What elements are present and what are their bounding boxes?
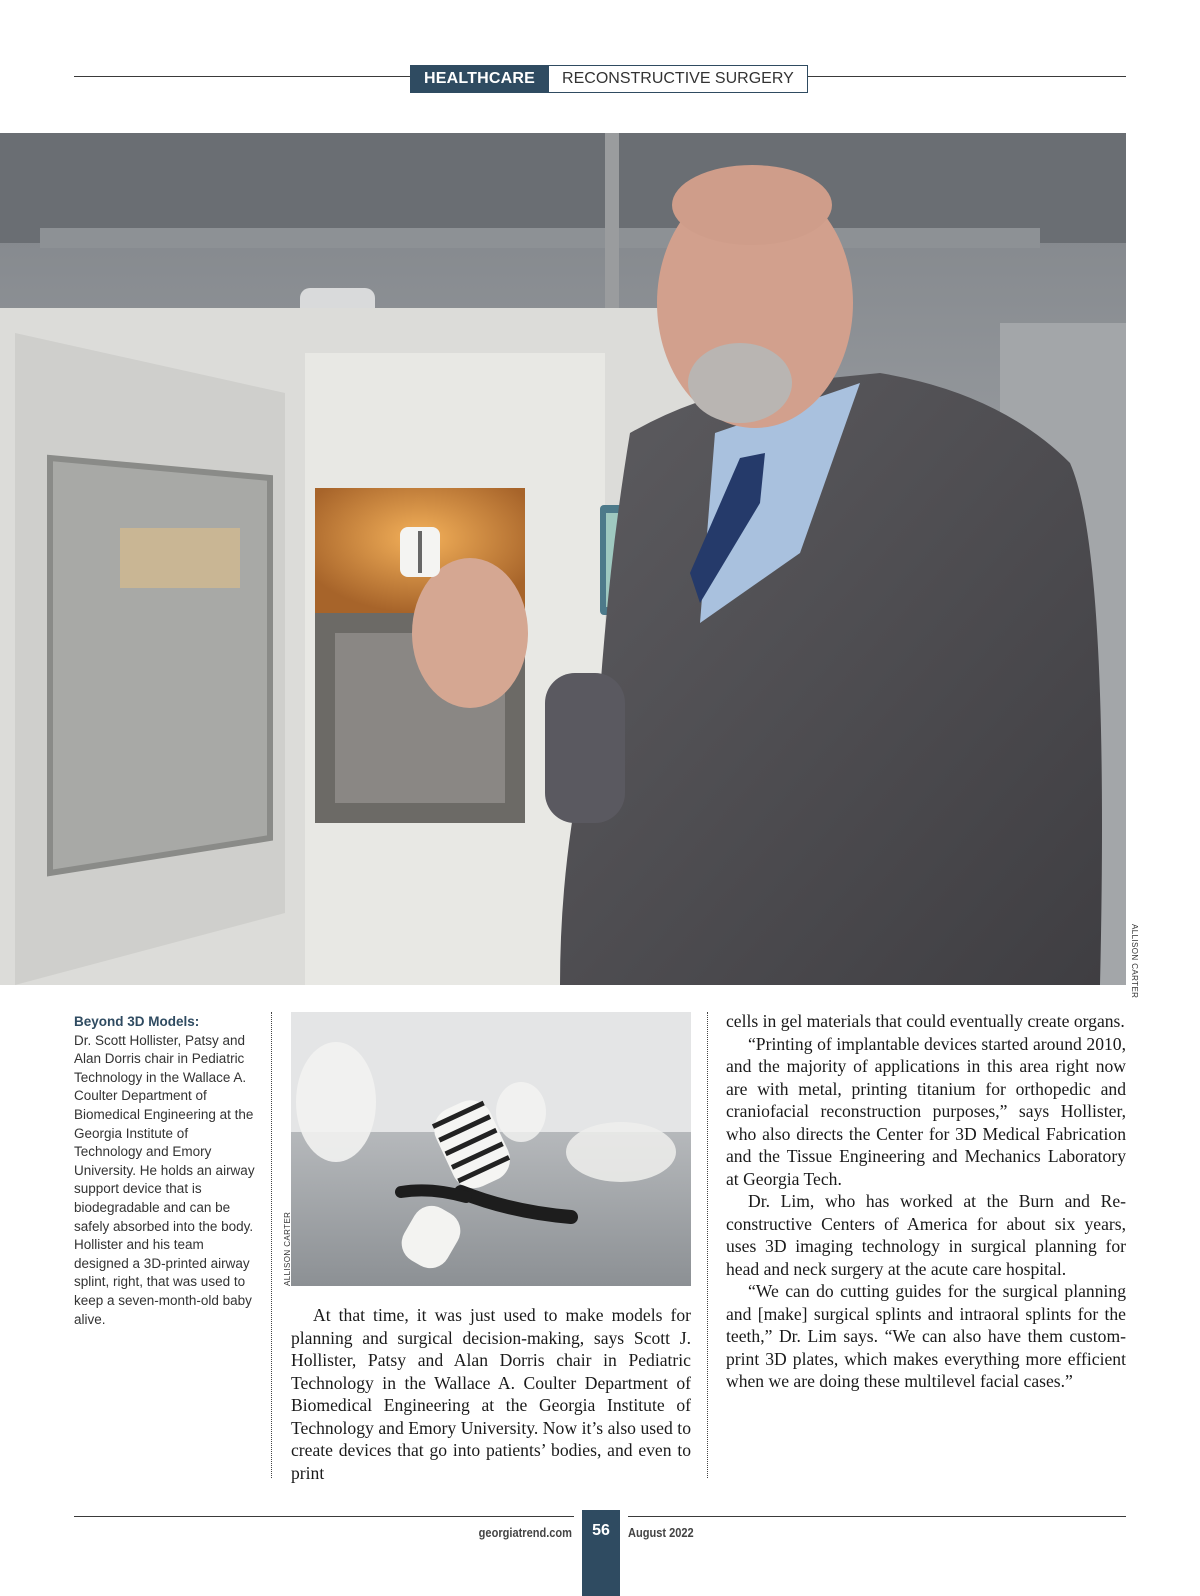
column-rule-left: [271, 1012, 272, 1478]
column-rule-right: [707, 1012, 708, 1478]
header-rule-left: [74, 76, 411, 77]
article-paragraph: “We can do cutting guides for the surgical planning and [make] surgical splints and intraoral splints for the teeth,” Dr. Lim says. “We can also have them custom-print 3D plates, which makes everything more efficient when we are doing these multilevel facial cases.”: [726, 1281, 1126, 1391]
page-number: 56: [582, 1510, 620, 1596]
footer-date: August 2022: [628, 1525, 694, 1540]
article-paragraph: At that time, it was just used to make models for planning and surgical decision-making, says Scott J. Hollister, Patsy and Alan Dorris chair in Pediatric Technology in the Wallace A. Coulter Department of Biomedical Engineering at the Georgia Institute of Technology and Emory University. Now it’s also used to create devices that go into patients’ bodies, and even to print: [291, 1305, 691, 1483]
photo-caption: [74, 1013, 256, 1329]
hero-photo: [0, 133, 1126, 985]
article-paragraph: cells in gel materials that could eventually create organs.: [726, 1011, 1125, 1031]
article-column-2: [726, 1010, 1126, 1393]
subsection-label: RECONSTRUCTIVE SURGERY: [549, 65, 808, 93]
article-paragraph: Dr. Lim, who has worked at the Burn and Reconstructive Centers of America for about six years, uses 3D imaging technology in surgical planning for head and neck surgery at the acute care hospital.: [726, 1191, 1126, 1279]
caption-title: Beyond 3D Models:: [74, 1014, 200, 1029]
section-label: HEALTHCARE: [410, 65, 549, 93]
footer-site: georgiatrend.com: [478, 1525, 572, 1540]
article-column-1: [291, 1304, 691, 1484]
footer-rule-right: [628, 1516, 1126, 1517]
hero-photo-credit: ALLISON CARTER: [1130, 924, 1139, 999]
article-paragraph: “Printing of implantable devices started around 2010, and the majority of applications in this area right now are with metal, printing titanium for orthopedic and craniofacial reconstruction purposes,” says Hollister, who also directs the Center for 3D Medical Fabrication and the Tissue Engineering and Mechanics Laboratory at Georgia Tech.: [726, 1033, 1126, 1189]
header-rule-right: [786, 76, 1126, 77]
caption-text: Dr. Scott Hollister, Patsy and Alan Dorris chair in Pediatric Technology in the Wallace A. Coulter Department of Biomedical Engineering at the Georgia Institute of Technology and Emory University. He holds an airway support device that is biodegradable and can be safely absorbed into the body. Hollister and his team designed a 3D-printed airway splint, right, that was used to keep a seven-month-old baby alive.: [74, 1032, 255, 1327]
footer-rule-left: [74, 1516, 574, 1517]
airway-splint-photo: [291, 1012, 691, 1286]
small-photo-credit: ALLISON CARTER: [283, 1211, 292, 1286]
section-tag: [410, 65, 808, 93]
